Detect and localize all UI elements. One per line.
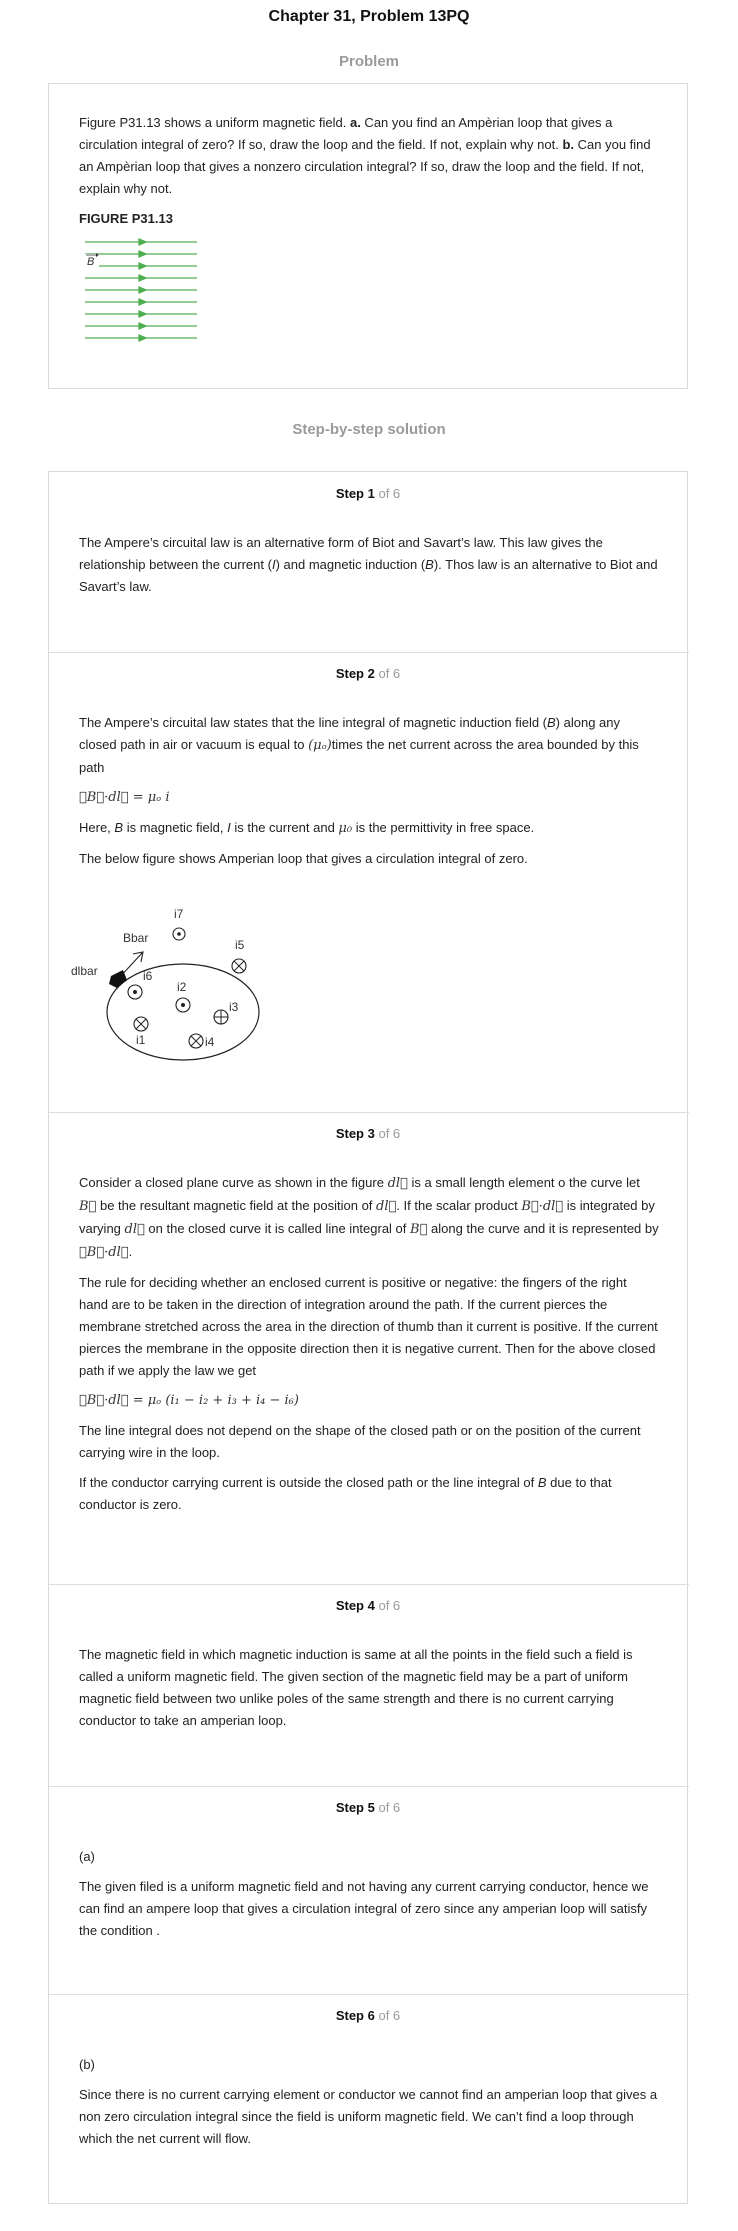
step-total: of 6 — [378, 486, 401, 501]
part-b-label: (b) — [79, 2057, 95, 2072]
step-5-paragraph: The given filed is a uniform magnetic field and not having any current carrying conductor, hence we can find an ampere loop that gives a circulation integral of zero since any amperian loop will satisfy the condition . — [79, 1879, 649, 1938]
dlbar-label: dlbar — [71, 964, 98, 978]
i7-label: i7 — [174, 907, 184, 921]
step-number: Step 1 — [335, 486, 375, 501]
mu-symbol: (μₒ) — [308, 738, 332, 753]
step-6-header — [49, 2008, 687, 2023]
step-2-paragraph-1: The Ampere’s circuital law states that the line integral of magnetic induction field (B) along any closed path in air or vacuum is equal to (μₒ)times the net current across the area bounded by this path — [79, 715, 639, 775]
step-5-header — [49, 1800, 687, 1815]
problem-heading: Problem — [338, 53, 399, 70]
i3-label: i3 — [229, 1000, 239, 1014]
step-number: Step 3 — [335, 1126, 375, 1141]
step-number: Step 5 — [335, 1800, 375, 1815]
step-4-body — [79, 1644, 659, 1740]
i4-label: i4 — [205, 1035, 215, 1049]
i6-label: i6 — [143, 969, 153, 983]
ampere-law-equation: ∮B⃗·dl⃗ = μₒ i — [79, 790, 170, 805]
problem-box — [48, 83, 688, 389]
i2-label: i2 — [177, 980, 187, 994]
circulation-equation: ∮B⃗·dl⃗ = μₒ (i₁ − i₂ + i₃ + i₄ − i₆) — [79, 1393, 299, 1408]
part-b-text: Can you find an Ampèrian loop that gives a nonzero circulation integral? If so, draw the loop and the field. If not, explain why not. — [79, 137, 651, 196]
step-divider — [49, 1786, 689, 1787]
step-divider — [49, 1994, 689, 1995]
i1-label: i1 — [136, 1033, 146, 1047]
part-a-text: Can you find an Ampèrian loop that gives a circulation integral of zero? If so, draw the loop and the field. If not, explain why not. — [79, 115, 613, 152]
amperian-loop-figure — [71, 890, 331, 1070]
figure-label: FIGURE P31.13 — [79, 211, 173, 226]
step-3-paragraph-3: The line integral does not depend on the shape of the closed path or on the position of the current carrying wire in the loop. — [79, 1423, 641, 1460]
step-1-paragraph: The Ampere’s circuital law is an alternative form of Biot and Savart’s law. This law gives the relationship between the current (I) and magnetic induction (B). Thos law is an alternative to Biot and Savart’s law. — [79, 535, 658, 594]
step-1-body — [79, 532, 659, 606]
step-3-paragraph-2: The rule for deciding whether an enclosed current is positive or negative: the fingers of the right hand are to be taken in the direction of integration around the path. If the current pierces the membrane stretched across the area in the direction of thumb than it current is positive. If the current pierces the membrane in the opposite direction then it is negative current. Then for the above closed path if we apply the law we get — [79, 1275, 658, 1378]
step-4-header — [49, 1598, 687, 1613]
i5-label: i5 — [235, 938, 245, 952]
step-4-paragraph: The magnetic field in which magnetic induction is same at all the points in the field such a field is called a uniform magnetic field. The given section of the magnetic field may be a part of uniform magnetic field between two unlike poles of the same strength and there is no current carrying conductor to take an amperian loop. — [79, 1647, 633, 1728]
step-number: Step 4 — [335, 1598, 375, 1613]
problem-intro: Figure P31.13 shows a uniform magnetic field. — [79, 115, 350, 130]
step-2-paragraph-2: Here, B is magnetic field, I is the current and μ₀ is the permittivity in free space. — [79, 820, 535, 836]
step-6-body — [79, 2054, 659, 2158]
step-3-paragraph-4: If the conductor carrying current is outside the closed path or the line integral of B due to that conductor is zero. — [79, 1475, 612, 1512]
uniform-field-figure — [79, 234, 209, 349]
part-a-marker: a. — [349, 115, 361, 130]
step-divider — [49, 1584, 689, 1585]
solution-heading: Step-by-step solution — [292, 421, 446, 438]
step-divider — [49, 652, 689, 653]
page-title: Chapter 31, Problem 13PQ — [268, 8, 470, 25]
bbar-label: Bbar — [123, 931, 149, 945]
step-5-body — [79, 1846, 659, 1950]
step-2-header — [49, 666, 687, 681]
step-total: of 6 — [378, 1800, 401, 1815]
step-total: of 6 — [378, 2008, 401, 2023]
step-6-paragraph: Since there is no current carrying element or conductor we cannot find an amperian loop that gives a non zero circulation integral since the field is uniform magnetic field. We can’t find a loop through which the net current will flow. — [79, 2087, 658, 2146]
step-3-header — [49, 1126, 687, 1141]
step-3-paragraph-1: Consider a closed plane curve as shown in the figure dl⃗ is a small length element o the curve let B⃗ be the resultant magnetic field at the position of dl⃗. If the scalar product B⃗·dl⃗ is integrated by varying dl⃗ on the closed curve it is called line integral of B⃗ along the curve and it is represented by ∮B⃗·dl⃗. — [79, 1175, 659, 1260]
step-number: Step 2 — [335, 666, 375, 681]
step-total: of 6 — [378, 1126, 401, 1141]
step-2-body — [79, 712, 659, 878]
problem-text — [79, 112, 664, 200]
step-total: of 6 — [378, 666, 401, 681]
solution-box — [48, 471, 688, 2204]
step-number: Step 6 — [335, 2008, 375, 2023]
step-1-header — [49, 486, 687, 501]
step-2-paragraph-3: The below figure shows Amperian loop that gives a circulation integral of zero. — [79, 851, 528, 866]
field-symbol: B — [87, 256, 95, 268]
step-3-body — [79, 1172, 659, 1524]
part-a-label: (a) — [79, 1849, 95, 1864]
step-total: of 6 — [378, 1598, 401, 1613]
part-b-marker: b. — [562, 137, 575, 152]
step-divider — [49, 1112, 689, 1113]
